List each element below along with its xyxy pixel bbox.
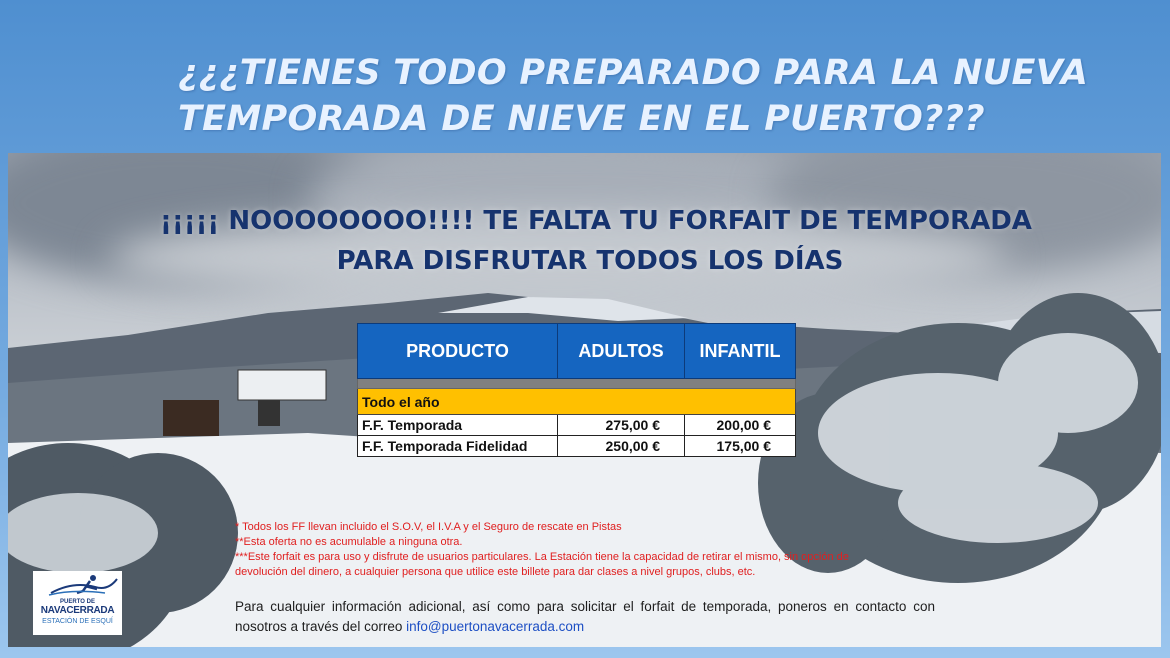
main-title <box>178 50 1089 142</box>
header-infantil: INFANTIL <box>685 324 796 379</box>
title-line-2: TEMPORADA DE NIEVE EN EL PUERTO??? <box>178 99 985 139</box>
table-row <box>358 436 796 457</box>
terms-notes <box>235 520 935 580</box>
table-section-row <box>358 389 796 415</box>
contact-info <box>235 597 935 637</box>
row-adultos: 275,00 € <box>558 415 685 436</box>
row-product: F.F. Temporada <box>358 415 558 436</box>
skier-icon <box>33 571 122 601</box>
logo-line-3: ESTACIÓN DE ESQUÍ <box>42 618 113 625</box>
row-product: F.F. Temporada Fidelidad <box>358 436 558 457</box>
price-table <box>357 323 796 457</box>
logo-line-2: NAVACERRADA <box>40 605 115 616</box>
title-line-1: ¿¿¿TIENES TODO PREPARADO PARA LA NUEVA <box>178 53 1089 93</box>
note-1: * Todos los FF llevan incluido el S.O.V, el I.V.A y el Seguro de rescate en Pistas <box>235 521 622 533</box>
note-4: devolución del dinero, a cualquier persona que utilice este billete para dar clases a nivel grupos, clubs, etc. <box>235 566 756 578</box>
headline-line-1: ¡¡¡¡¡ NOOOOOOOO!!!! TE FALTA TU FORFAIT DE TEMPORADA <box>160 206 1032 236</box>
section-label: Todo el año <box>358 389 796 415</box>
contact-email-link[interactable]: info@puertonavacerrada.com <box>406 619 585 634</box>
row-infantil: 200,00 € <box>685 415 796 436</box>
row-adultos: 250,00 € <box>558 436 685 457</box>
header-adultos: ADULTOS <box>558 324 685 379</box>
headline-line-2: PARA DISFRUTAR TODOS LOS DÍAS <box>336 246 844 276</box>
table-separator <box>358 379 796 389</box>
contact-text: Para cualquier información adicional, así como para solicitar el forfait de temporada, poneros en contacto con nosotros a través del correo <box>235 599 935 634</box>
note-3: ***Este forfait es para uso y disfrute de usuarios particulares. La Estación tiene la capacidad de retirar el mismo, sin opción de <box>235 551 849 563</box>
navacerrada-logo <box>33 571 122 635</box>
header-producto: PRODUCTO <box>358 324 558 379</box>
table-row <box>358 415 796 436</box>
promo-headline <box>160 201 1032 281</box>
logo-line-1: PUERTO DE <box>60 599 95 605</box>
row-infantil: 175,00 € <box>685 436 796 457</box>
note-2: **Esta oferta no es acumulable a ninguna otra. <box>235 536 463 548</box>
